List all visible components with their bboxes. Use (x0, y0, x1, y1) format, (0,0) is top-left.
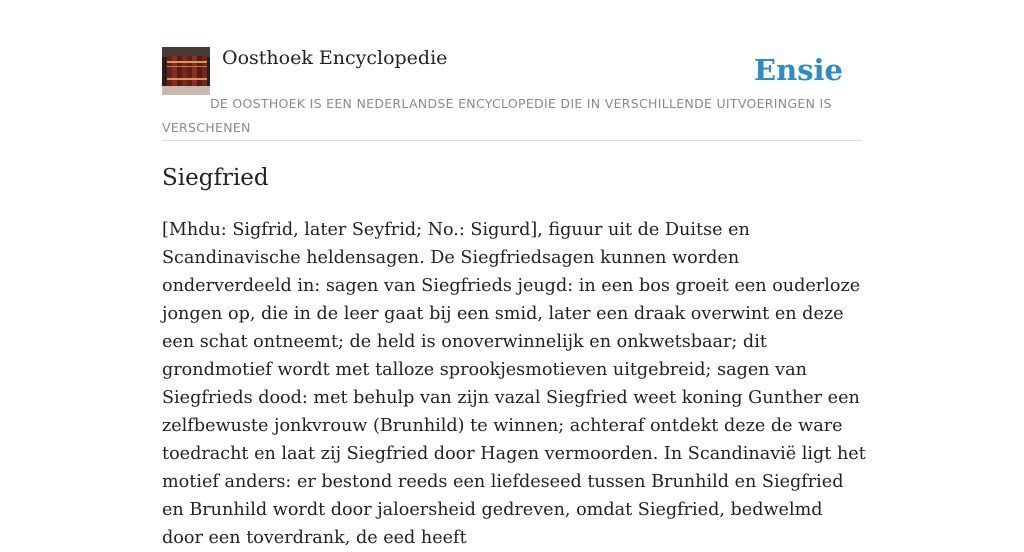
site-tagline: DE OOSTHOEK IS EEN NEDERLANDSE ENCYCLOPEDIE DIE IN VERSCHILLENDE UITVOERINGEN IS VERSCHENEN (162, 96, 832, 135)
brand-logo[interactable]: Ensie (754, 53, 843, 87)
site-title[interactable]: Oosthoek Encyclopedie (222, 47, 448, 69)
site-header (162, 46, 862, 141)
encyclopedia-books-icon[interactable] (162, 47, 210, 95)
article-title: Siegfried (162, 165, 269, 191)
article-body: [Mhdu: Sigfrid, later Seyfrid; No.: Sigurd], figuur uit de Duitse en Scandinavische heldensagen. De Siegfriedsagen kunnen worden onderverdeeld in: sagen van Siegfrieds jeugd: in een bos groeit een ouderloze jongen op, die in de leer gaat bij een smid, later een draak overwint en deze een schat ontneemt; de held is onoverwinnelijk en onkwetsbaar; dit grondmotief wordt met talloze sprookjesmotieven uitgebreid; sagen van Siegfrieds dood: met behulp van zijn vazal Siegfried weet koning Gunther een zelfbewuste jonkvrouw (Brunhild) te winnen; achteraf ontdekt deze de ware toedracht en laat zij Siegfried door Hagen vermoorden. In Scandinavië ligt het motief anders: er bestond reeds een liefdeseed tussen Brunhild en Siegfried en Brunhild wordt door jaloersheid gedreven, omdat Siegfried, bedwelmd door een toverdrank, de eed heeft (162, 220, 866, 548)
